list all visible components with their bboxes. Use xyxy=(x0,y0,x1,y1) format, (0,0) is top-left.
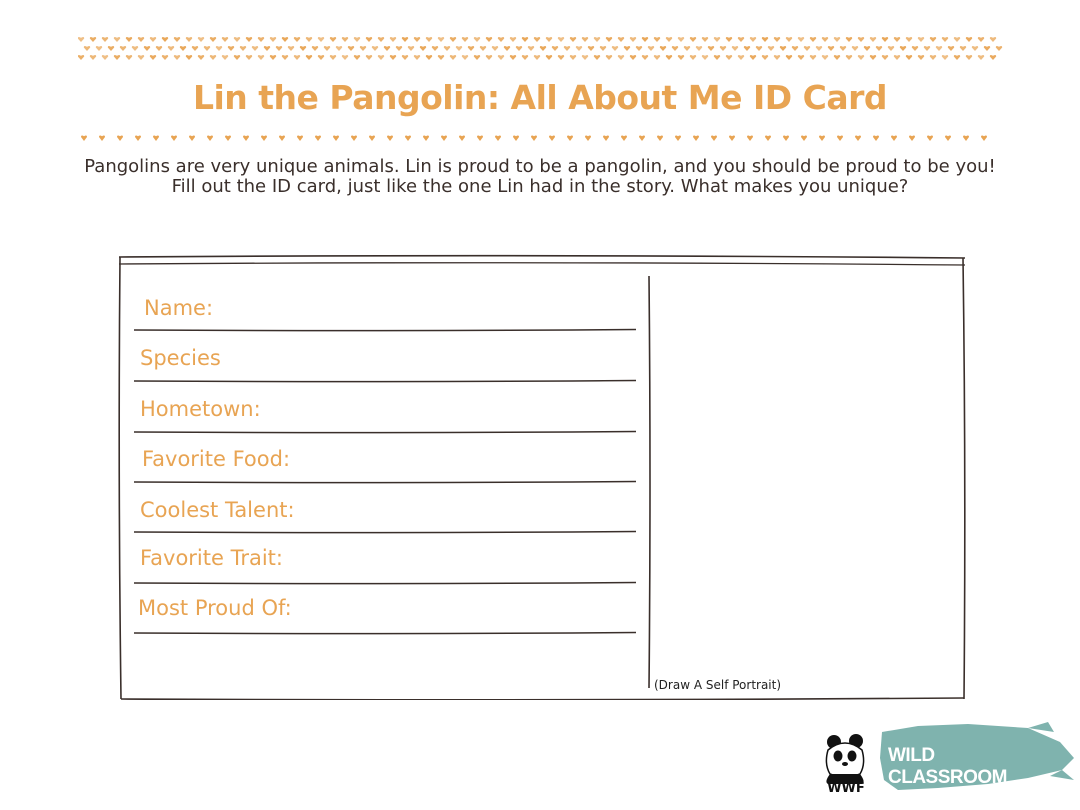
field-label: Favorite Food: xyxy=(142,447,291,471)
portrait-caption: (Draw A Self Portrait) xyxy=(654,678,782,692)
field-write-line[interactable] xyxy=(134,633,636,634)
id-card xyxy=(118,254,966,700)
field-label: Name: xyxy=(144,296,214,320)
field-write-line[interactable] xyxy=(134,381,636,382)
field-write-line[interactable] xyxy=(134,330,636,331)
id-card-frame xyxy=(118,254,966,700)
field-label: Coolest Talent: xyxy=(140,498,295,522)
heart-pattern-band xyxy=(78,34,1006,64)
wwf-logo-text: WWF xyxy=(827,781,865,796)
field-write-line[interactable] xyxy=(134,583,636,584)
page-title: Lin the Pangolin: All About Me ID Card xyxy=(192,78,888,117)
intro-text xyxy=(40,157,1040,197)
field-label: Favorite Trait: xyxy=(140,546,283,570)
intro-line-2: Fill out the ID card, just like the one Lin had in the story. What makes you unique? xyxy=(171,176,909,197)
wild-classroom-logo-text: WILD CLASSROOM xyxy=(888,745,1007,788)
field-write-line[interactable] xyxy=(134,432,636,433)
field-write-line[interactable] xyxy=(134,482,636,483)
intro-line-1: Pangolins are very unique animals. Lin is proud to be a pangolin, and you should be proud to be you! xyxy=(84,156,996,177)
field-label: Hometown: xyxy=(140,397,261,421)
field-write-line[interactable] xyxy=(134,532,636,533)
field-label: Most Proud Of: xyxy=(138,596,292,620)
field-label: Species xyxy=(140,346,221,370)
heart-dot-divider xyxy=(78,130,1006,144)
